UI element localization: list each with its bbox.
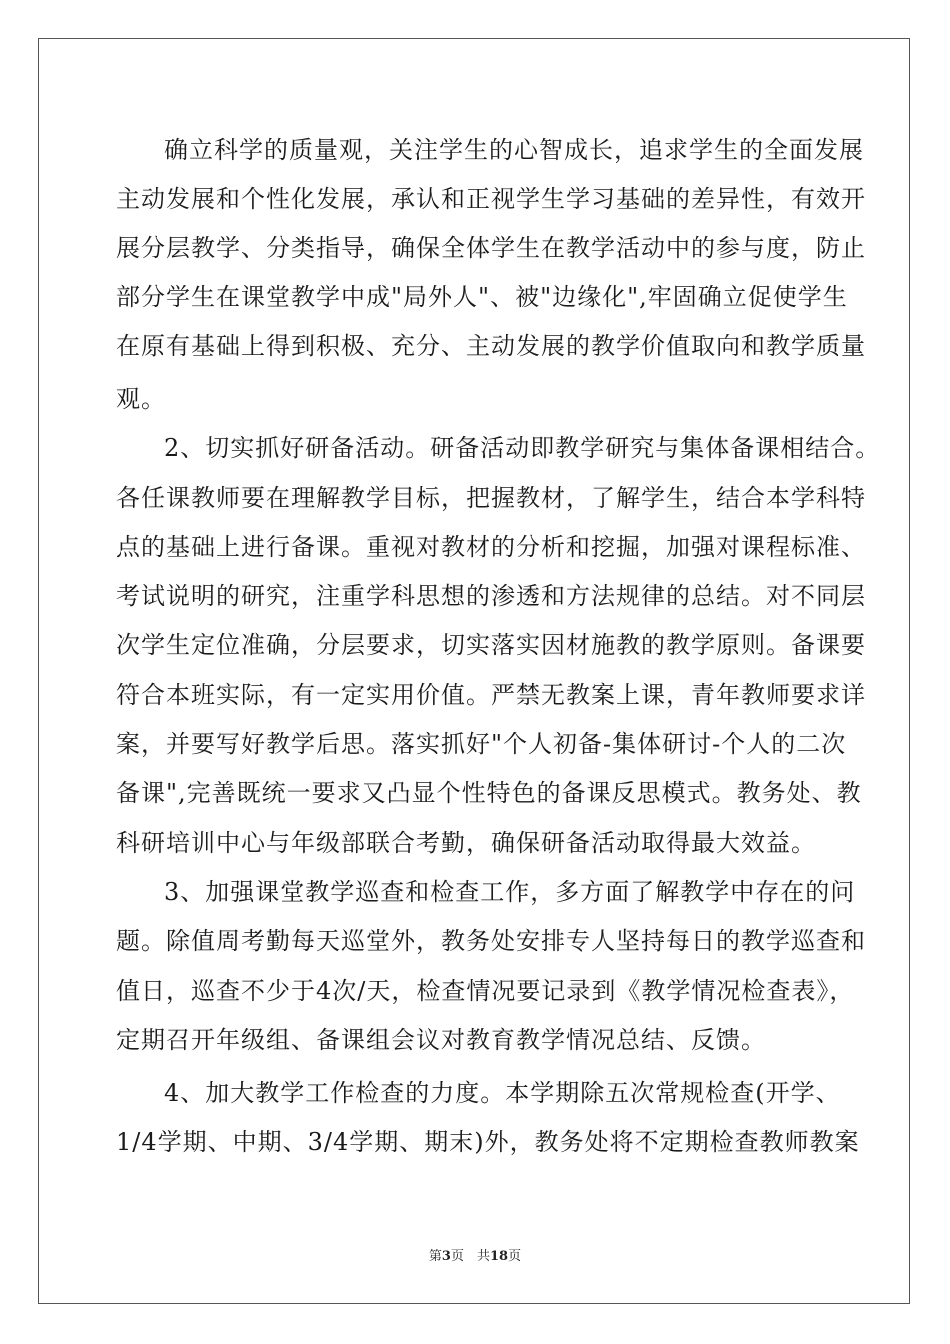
- text-line: 题。除值周考勤每天巡堂外，教务处安排专人坚持每日的教学巡查和: [116, 927, 866, 955]
- text-line: 符合本班实际，有一定实用价值。严禁无教案上课，青年教师要求详: [116, 681, 866, 709]
- text-line: 确立科学的质量观，关注学生的心智成长，追求学生的全面发展: [164, 136, 864, 164]
- text-line: 部分学生在课堂教学中成"局外人"、被"边缘化",牢固确立促使学生: [116, 283, 848, 311]
- footer-current-page: 3: [441, 1249, 451, 1264]
- text-line: 次学生定位准确，分层要求，切实落实因材施教的教学原则。备课要: [116, 631, 866, 659]
- text-line: 点的基础上进行备课。重视对教材的分析和挖掘，加强对课程标准、: [116, 533, 866, 561]
- footer-middle: 页 共: [450, 1249, 490, 1264]
- text-line: 2、切实抓好研备活动。研备活动即教学研究与集体备课相结合。: [164, 434, 881, 462]
- text-line: 值日，巡查不少于4次/天，检查情况要记录到《教学情况检查表》，: [116, 977, 855, 1005]
- text-line: 4、加大教学工作检查的力度。本学期除五次常规检查(开学、: [164, 1079, 841, 1107]
- page-border: [38, 38, 910, 1304]
- footer-suffix: 页: [508, 1249, 522, 1264]
- footer-total-pages: 18: [489, 1249, 509, 1264]
- text-line: 案，并要写好教学后思。落实抓好"个人初备-集体研讨-个人的二次: [116, 730, 847, 758]
- text-line: 观。: [116, 385, 166, 413]
- text-line: 考试说明的研究，注重学科思想的渗透和方法规律的总结。对不同层: [116, 582, 866, 610]
- text-line: 1/4学期、中期、3/4学期、期末)外，教务处将不定期检查教师教案: [116, 1128, 860, 1156]
- text-line: 主动发展和个性化发展，承认和正视学生学习基础的差异性，有效开: [116, 185, 866, 213]
- text-line: 定期召开年级组、备课组会议对教育教学情况总结、反馈。: [116, 1026, 766, 1054]
- text-line: 3、加强课堂教学巡查和检查工作，多方面了解教学中存在的问: [164, 878, 856, 906]
- text-line: 各任课教师要在理解教学目标，把握教材，了解学生，结合本学科特: [116, 484, 866, 512]
- page-footer: [0, 1245, 950, 1264]
- text-line: 在原有基础上得到积极、充分、主动发展的教学价值取向和教学质量: [116, 332, 866, 360]
- text-line: 展分层教学、分类指导，确保全体学生在教学活动中的参与度，防止: [116, 234, 866, 262]
- text-line: 科研培训中心与年级部联合考勤，确保研备活动取得最大效益。: [116, 829, 816, 857]
- text-line: 备课",完善既统一要求又凸显个性特色的备课反思模式。教务处、教: [116, 779, 862, 807]
- footer-prefix: 第: [428, 1249, 442, 1264]
